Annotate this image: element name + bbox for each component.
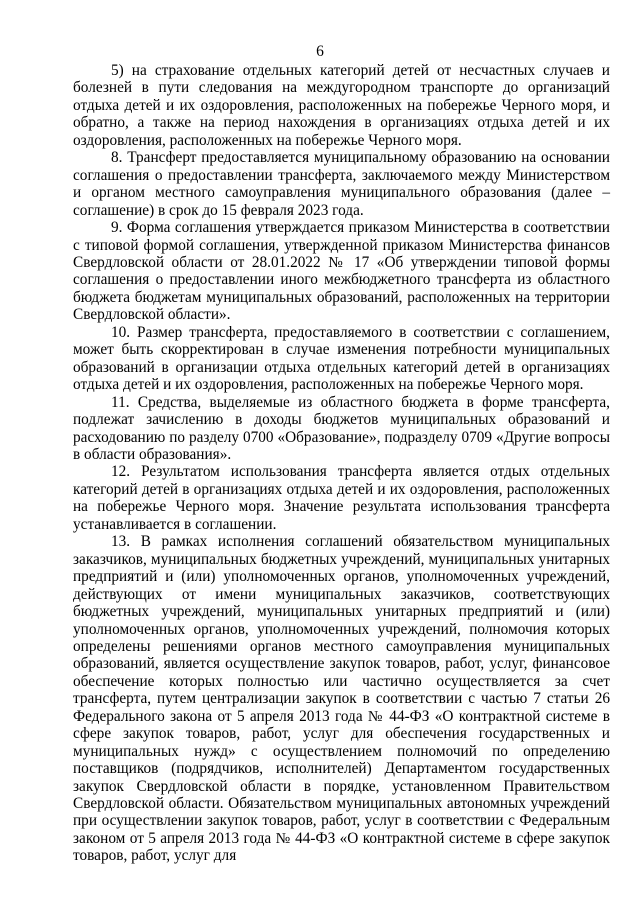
page-number: 6 [316, 43, 324, 60]
paragraph-8: 8. Трансферт предоставляется муниципальному образованию на основании соглашения о предоставлении трансферта, заключаемого между Министерством и органом местного самоуправления муниципального образования (далее – соглашение) в срок до 15 февраля 2023 года. [73, 149, 610, 219]
paragraph-12: 12. Результатом использования трансферта является отдых отдельных категорий детей в организациях отдыха детей и их оздоровления, расположенных на побережье Черного моря. Значение результата использования трансферта устанавливается в соглашении. [73, 463, 610, 533]
paragraph-item-5: 5) на страхование отдельных категорий детей от несчастных случаев и болезней в пути следования на междугородном транспорте до организаций отдыха детей и их оздоровления, расположенных на побережье Черного моря, и обратно, а также на период нахождения в организациях отдыха детей и их оздоровления, расположенных на побережье Черного моря. [73, 62, 610, 149]
document-body [73, 62, 610, 865]
paragraph-11: 11. Средства, выделяемые из областного бюджета в форме трансферта, подлежат зачислению в доходы бюджетов муниципальных образований и расходованию по разделу 0700 «Образование», подразделу 0709 «Другие вопросы в области образования». [73, 393, 610, 463]
paragraph-10: 10. Размер трансферта, предоставляемого в соответствии с соглашением, может быть скорректирован в случае изменения потребности муниципальных образований в организации отдыха отдельных категорий детей в организациях отдыха детей и их оздоровления, расположенных на побережье Черного моря. [73, 323, 610, 394]
paragraph-13: 13. В рамках исполнения соглашений обязательством муниципальных заказчиков, муниципальных бюджетных учреждений, муниципальных унитарных предприятий и (или) уполномоченных органов, уполномоченных учреждений, действующих от имени муниципальных заказчиков, соответствующих бюджетных учреждений, муниципальных унитарных предприятий и (или) уполномоченных органов, уполномоченных учреждений, полномочия которых определены решениями органов местного самоуправления муниципальных образований, является осуществление закупок товаров, работ, услуг, финансовое обеспечение которых полностью или частично осуществляется за счет трансферта, путем централизации закупок в соответствии с частью 7 статьи 26 Федерального закона от 5 апреля 2013 года № 44-ФЗ «О контрактной системе в сфере закупок товаров, работ, услуг для обеспечения государственных и муниципальных нужд» с осуществлением полномочий по определению поставщиков (подрядчиков, исполнителей) Департаментом государственных закупок Свердловской области в порядке, установленном Правительством Свердловской области. Обязательством муниципальных автономных учреждений при осуществлении закупок товаров, работ, услуг в соответствии с Федеральным законом от 5 апреля 2013 года № 44-ФЗ «О контрактной системе в сфере закупок товаров, работ, услуг для [73, 533, 610, 865]
paragraph-9: 9. Форма соглашения утверждается приказом Министерства в соответствии с типовой формой соглашения, утвержденной приказом Министерства финансов Свердловской области от 28.01.2022 № 17 «Об утверждении типовой формы соглашения о предоставлении иного межбюджетного трансферта из областного бюджета бюджетам муниципальных образований, расположенных на территории Свердловской области». [73, 219, 610, 324]
